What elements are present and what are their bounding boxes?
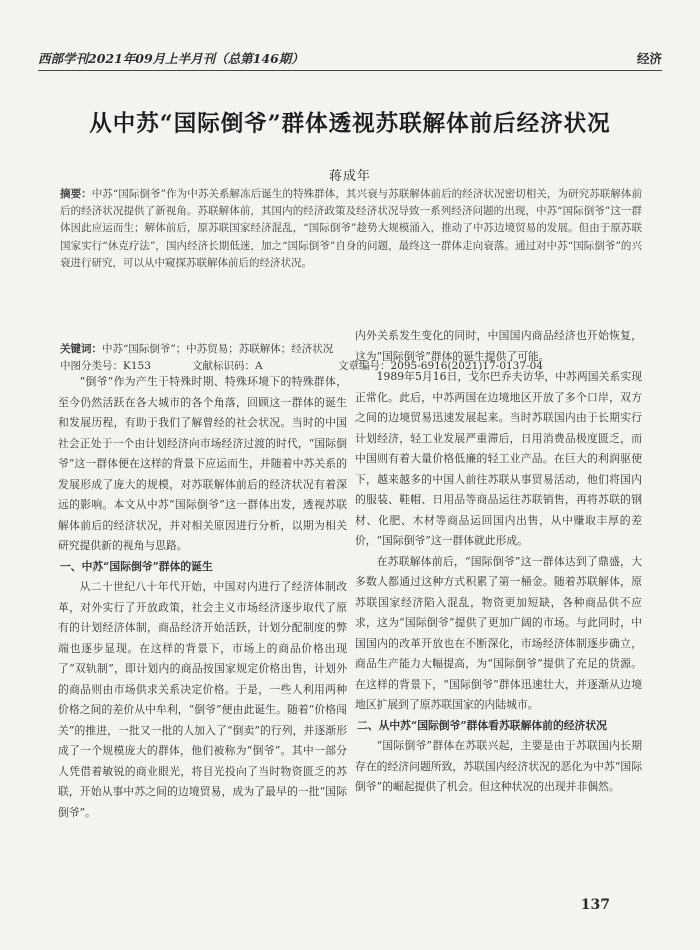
running-head [38,50,662,71]
paragraph: “倒爷”作为产生于特殊时期、特殊环境下的特殊群体，至今仍然活跃在各大城市的各个角落，回顾这一群体的诞生和发展历程，有助于我们了解曾经的社会状况。当时的中国社会正处于一个由计划经济向市场经济过渡的时代，“国际倒爷”这一群体便在这样的背景下应运而生，并随着中苏关系的发展形成了庞大的规模，对苏联解体前后的经济状况有着深远的影响。本文从中苏“国际倒爷”这一群体出发，透视苏联解体前后的经济状况，并对相关原因进行分析，以期为相关研究提供新的视角与思路。 [58,375,347,552]
paragraph: “国际倒爷”群体在苏联兴起，主要是由于苏联国内长期存在的经济问题所致，苏联国内经济状况的恶化为中苏“国际倒爷”的崛起提供了机会。但这种状况的出现并非偶然。 [355,739,642,793]
journal-name: 西部学刊2021年09月上半月刊（总第146期） [38,51,304,66]
section-label: 经济 [636,51,662,66]
paragraph: 从二十世纪八十年代开始，中国对内进行了经济体制改革，对外实行了开放政策，社会主义市场经济逐步取代了原有的计划经济体制，商品经济开始活跃，计划分配制度的弊端也逐步显现。在这样的背景下，市场上的商品价格出现了“双轨制”，即计划内的商品按国家规定价格出售，计划外的商品则由市场供求关系决定价格。于是，一些人利用两种价格之间的差价从中牟利，“倒爷”便由此诞生。随着“价格闯关”的推进，一批又一批的人加入了“倒卖”的行列，并逐渐形成了一个规模庞大的群体，他们被称为“倒爷”。其中一部分人凭借着敏锐的商业眼光，将目光投向了当时物资匮乏的苏联，开始从事中苏之间的边境贸易，成为了最早的一批“国际倒爷”。 [58,580,347,819]
body-column-left [58,372,347,823]
keywords-label: 关键词： [60,343,102,355]
section-heading: 一、中苏“国际倒爷”群体的诞生 [60,559,213,573]
article-number: 文章编号：2095-6916(2021)17-0137-04 [338,360,543,372]
page-number: 137 [580,897,610,913]
abstract-text: 中苏“国际倒爷”作为中苏关系解冻后诞生的特殊群体，其兴衰与苏联解体前后的经济状况密切相关，为研究苏联解体前后的经济状况提供了新视角。苏联解体前，其国内的经济政策及经济状况导致一系列经济问题的出现，中苏“国际倒爷”这一群体因此应运而生；解体前后，原苏联国家经济混乱，“国际倒爷”趁势大规模涌入，推动了中苏边境贸易的发展。但由于原苏联国家实行“休克疗法”，国内经济长期低迷，加之“国际倒爷”自身的问题，最终这一群体走向衰落。通过对中苏“国际倒爷”的兴衰进行研究，可以从中窥探苏联解体前后的经济状况。 [60,188,643,269]
document-code: 文献标识码：A [192,360,263,372]
article-title: 从中苏“国际倒爷”群体透视苏联解体前后经济状况 [89,111,611,137]
paragraph: 内外关系发生变化的同时，中国国内商品经济也开始恢复，这为“国际倒爷”群体的诞生提供了可能。 [355,329,642,363]
keywords-text: 中苏“国际倒爷”；中苏贸易；苏联解体；经济状况 [102,343,334,355]
clc-number: 中图分类号：K153 [60,360,151,372]
abstract [60,186,642,272]
paragraph: 1989年5月16日，戈尔巴乔夫访华，中苏两国关系实现正常化。此后，中苏两国在边境地区开放了多个口岸，双方之间的边境贸易迅速发展起来。当时苏联国内由于长期实行计划经济，轻工业发展严重滞后，日用消费品极度匮乏，而中国则有着大量价格低廉的轻工业产品。在巨大的利润驱使下，越来越多的中国人前往苏联从事贸易活动，他们将国内的服装、鞋帽、日用品等商品运往苏联销售，再将苏联的钢材、化肥、木材等商品运回国内出售，从中赚取丰厚的差价，“国际倒爷”这一群体就此形成。 [355,370,642,547]
abstract-label: 摘要： [60,188,92,200]
body-column-right [355,326,642,798]
paragraph: 在苏联解体前后，“国际倒爷”这一群体达到了鼎盛，大多数人都通过这种方式积累了第一桶金。随着苏联解体，原苏联国家经济陷入混乱，物资更加短缺，各种商品供不应求，这为“国际倒爷”提供了更加广阔的市场。与此同时，中国国内的改革开放也在不断深化，市场经济体制逐步确立，商品生产能力大幅提高，为“国际倒爷”提供了充足的货源。在这样的背景下，“国际倒爷”群体迅速壮大，并逐渐从边境地区扩展到了原苏联国家的内陆城市。 [355,554,642,711]
section-heading: 二、从中苏“国际倒爷”群体看苏联解体前的经济状况 [357,718,607,732]
author-name: 蒋成年 [328,169,371,184]
